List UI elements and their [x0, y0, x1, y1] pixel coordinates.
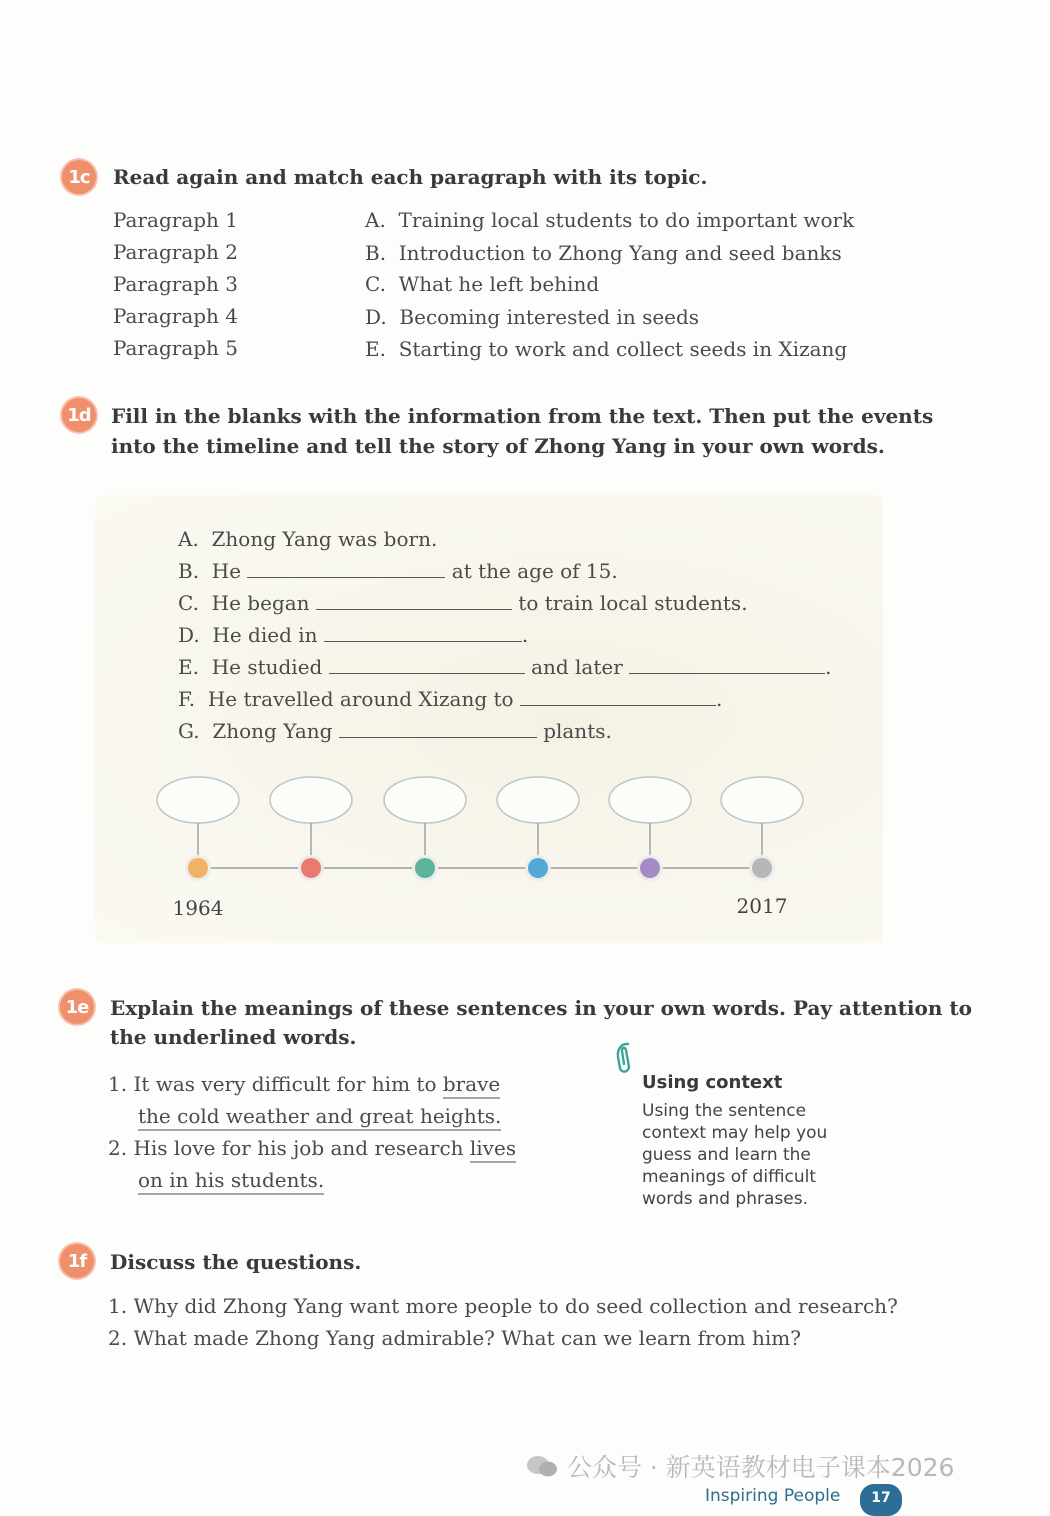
timeline-dot [640, 858, 660, 878]
topic-item: A. Training local students to do important work [365, 208, 855, 232]
sentence-item: 1. It was very difficult for him to brave [108, 1072, 500, 1096]
timeline-dot [188, 858, 208, 878]
sentence-item: 2. His love for his job and research lives [108, 1136, 516, 1160]
timeline-answer-bubble[interactable] [384, 777, 466, 823]
section-badge-1e: 1e [60, 990, 94, 1024]
tip-title: Using context [642, 1072, 783, 1093]
wechat-icon [525, 1453, 559, 1479]
instruction-1c: Read again and match each paragraph with its topic. [113, 165, 708, 189]
tip-body: Using the sentence context may help you guess and learn the meanings of difficult words and phrases. [642, 1101, 828, 1209]
underlined-word: lives [470, 1136, 516, 1163]
event-item: B. He at the age of 15. [178, 559, 618, 583]
topic-item: B. Introduction to Zhong Yang and seed banks [365, 241, 842, 265]
watermark: 公众号 · 新英语教材电子课本2026 [525, 1448, 954, 1484]
paragraph-label: Paragraph 2 [113, 240, 239, 264]
section-badge-1f: 1f [60, 1244, 94, 1278]
underlined-word: brave [443, 1072, 500, 1099]
timeline-start-year: 1964 [172, 896, 224, 920]
event-item: C. He began to train local students. [178, 591, 748, 615]
underlined-phrase: on in his students. [138, 1168, 324, 1195]
paragraph-label: Paragraph 3 [113, 272, 239, 296]
timeline-end-year: 2017 [736, 894, 788, 918]
instruction-1d-line1: Fill in the blanks with the information from the text. Then put the events [111, 404, 934, 428]
topic-item: D. Becoming interested in seeds [365, 305, 700, 329]
instruction-1e-line1: Explain the meanings of these sentences in your own words. Pay attention to [110, 996, 972, 1020]
paragraph-label: Paragraph 1 [113, 208, 239, 232]
timeline-answer-bubble[interactable] [497, 777, 579, 823]
topic-item: C. What he left behind [365, 272, 600, 296]
timeline-dot [301, 858, 321, 878]
timeline-answer-bubble[interactable] [609, 777, 691, 823]
footer-unit-title: Inspiring People [705, 1486, 841, 1506]
event-item: E. He studied and later . [178, 655, 832, 679]
underlined-phrase: the cold weather and great heights. [138, 1104, 501, 1131]
paragraph-label: Paragraph 4 [113, 304, 239, 328]
instruction-1f: Discuss the questions. [110, 1250, 362, 1274]
timeline-dot [415, 858, 435, 878]
paperclip-icon [610, 1040, 638, 1076]
paragraph-label: Paragraph 5 [113, 336, 239, 360]
topic-item: E. Starting to work and collect seeds in Xizang [365, 337, 848, 361]
section-badge-1c: 1c [62, 160, 96, 194]
section-badge-1d: 1d [62, 398, 96, 432]
timeline-answer-bubble[interactable] [157, 777, 239, 823]
question-item: 1. Why did Zhong Yang want more people to do seed collection and research? [108, 1294, 898, 1318]
page-number: 17 [860, 1484, 902, 1516]
timeline-dot [528, 858, 548, 878]
timeline-answer-bubble[interactable] [270, 777, 352, 823]
event-item: F. He travelled around Xizang to . [178, 687, 723, 711]
event-item: G. Zhong Yang plants. [178, 719, 612, 743]
event-item: A. Zhong Yang was born. [178, 527, 438, 551]
question-item: 2. What made Zhong Yang admirable? What can we learn from him? [108, 1326, 801, 1350]
timeline-dot [752, 858, 772, 878]
sentence-item-cont [138, 1104, 501, 1128]
timeline-answer-bubble[interactable] [721, 777, 803, 823]
event-item: D. He died in . [178, 623, 529, 647]
instruction-1d-line2: into the timeline and tell the story of Zhong Yang in your own words. [111, 434, 885, 458]
sentence-item-cont [138, 1168, 324, 1192]
instruction-1e-line2: the underlined words. [110, 1025, 357, 1049]
